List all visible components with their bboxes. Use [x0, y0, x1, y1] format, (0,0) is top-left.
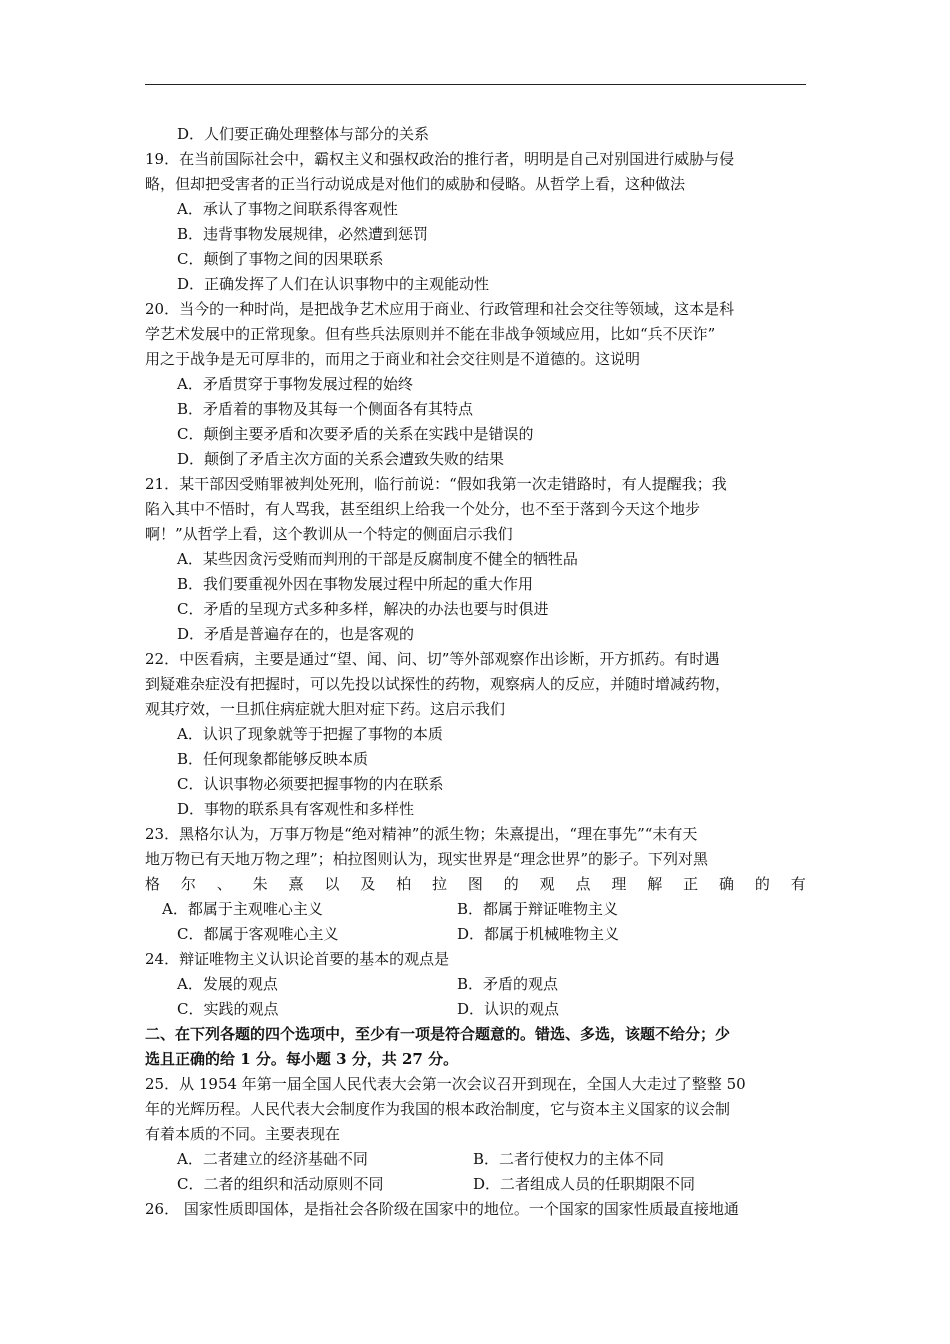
q23-char: 拉 — [432, 875, 448, 893]
section-2-heading-line: 选且正确的给 1 分。每小题 3 分，共 27 分。 — [145, 1050, 459, 1068]
question-22 — [145, 647, 806, 822]
q23-option-b: B．都属于辩证唯物主义 — [457, 900, 619, 918]
q25-stem-line: 年的光辉历程。人民代表大会制度作为我国的根本政治制度，它与资本主义国家的议会制 — [145, 1100, 731, 1118]
q25-option-b: B．二者行使权力的主体不同 — [473, 1150, 665, 1168]
q23-char: 及 — [360, 875, 376, 893]
header-rule — [145, 84, 806, 85]
q25-option-d: D．二者组成人员的任职期限不同 — [473, 1175, 696, 1193]
q25-stem-line: 25．从 1954 年第一届全国人民代表大会第一次会议召开到现在，全国人大走过了整整 50 — [145, 1075, 746, 1093]
q23-char: 有 — [790, 875, 806, 893]
section-2-heading — [145, 1022, 806, 1072]
q23-char: 熹 — [288, 875, 304, 893]
q22-option-b: B．任何现象都能够反映本质 — [177, 750, 369, 768]
q21-option-d: D．矛盾是普遍存在的，也是客观的 — [177, 625, 415, 643]
section-2-heading-line: 二、在下列各题的四个选项中，至少有一项是符合题意的。错选、多选，该题不给分；少 — [145, 1025, 731, 1043]
q25-option-a: A．二者建立的经济基础不同 — [177, 1150, 368, 1168]
q19-option-c: C．颠倒了事物之间的因果联系 — [177, 250, 384, 268]
q23-char: 的 — [503, 875, 519, 893]
q23-char: 正 — [683, 875, 699, 893]
question-24 — [145, 947, 806, 1022]
question-25 — [145, 1072, 806, 1197]
q23-option-a: A．都属于主观唯心主义 — [162, 900, 323, 918]
question-21 — [145, 472, 806, 647]
q24-option-a: A．发展的观点 — [177, 975, 278, 993]
question-23 — [145, 822, 806, 947]
q19-stem-line: 略，但却把受害者的正当行动说成是对他们的威胁和侵略。从哲学上看，这种做法 — [145, 175, 686, 193]
q23-char: 点 — [575, 875, 591, 893]
q23-char: 图 — [467, 875, 483, 893]
q20-option-d: D．颠倒了矛盾主次方面的关系会遭致失败的结果 — [177, 450, 505, 468]
question-20 — [145, 297, 806, 472]
q26-stem-line: 26． 国家性质即国体，是指社会各阶级在国家中的地位。一个国家的国家性质最直接地通 — [145, 1200, 739, 1218]
q24-options-row — [145, 997, 806, 1022]
q23-options-row — [145, 897, 806, 922]
q23-char: 观 — [539, 875, 555, 893]
q19-stem-line: 19．在当前国际社会中，霸权主义和强权政治的推行者，明明是自己对别国进行威胁与侵 — [145, 150, 735, 168]
q24-option-b: B．矛盾的观点 — [457, 975, 559, 993]
q23-char: 柏 — [396, 875, 412, 893]
q19-option-a: A．承认了事物之间联系得客观性 — [177, 200, 398, 218]
q21-option-c: C．矛盾的呈现方式多种多样，解决的办法也要与时俱进 — [177, 600, 549, 618]
q24-option-d: D．认识的观点 — [457, 1000, 560, 1018]
q18-option-d: D．人们要正确处理整体与部分的关系 — [177, 125, 430, 143]
q23-options-row — [145, 922, 806, 947]
q23-char: 格 — [145, 875, 161, 893]
q25-stem-line: 有着本质的不同。主要表现在 — [145, 1125, 341, 1143]
q25-option-c: C．二者的组织和活动原则不同 — [177, 1175, 384, 1193]
q20-stem-line: 用之于战争是无可厚非的，而用之于商业和社会交往则是不道德的。这说明 — [145, 350, 641, 368]
q22-option-d: D．事物的联系具有客观性和多样性 — [177, 800, 415, 818]
q21-option-a: A．某些因贪污受贿而判刑的干部是反腐制度不健全的牺牲品 — [177, 550, 578, 568]
q25-options-row — [145, 1147, 806, 1172]
q23-char: 理 — [611, 875, 627, 893]
q22-stem-line: 22．中医看病，主要是通过“望、闻、问、切”等外部观察作出诊断，开方抓药。有时遇 — [145, 650, 720, 668]
question-19 — [145, 147, 806, 297]
q19-option-b: B．违背事物发展规律，必然遭到惩罚 — [177, 225, 429, 243]
q23-char: 朱 — [252, 875, 268, 893]
q21-option-b: B．我们要重视外因在事物发展过程中所起的重大作用 — [177, 575, 534, 593]
q22-stem-line: 观其疗效，一旦抓住病症就大胆对症下药。这启示我们 — [145, 700, 506, 718]
q21-stem-line: 陷入其中不悟时，有人骂我，甚至组织上给我一个处分，也不至于落到今天这个地步 — [145, 500, 701, 518]
q22-stem-line: 到疑难杂症没有把握时，可以先投以试探性的药物，观察病人的反应，并随时增减药物， — [145, 675, 731, 693]
q23-char: 的 — [754, 875, 770, 893]
q22-option-c: C．认识事物必须要把握事物的内在联系 — [177, 775, 444, 793]
q24-option-c: C．实践的观点 — [177, 1000, 279, 1018]
q23-stem-line: 23．黑格尔认为，万事万物是“绝对精神”的派生物；朱熹提出，“理在事先”“未有天 — [145, 825, 698, 843]
q23-stem-line: 地万物已有天地万物之理”；柏拉图则认为，现实世界是“理念世界”的影子。下列对黑 — [145, 850, 709, 868]
q23-char: 以 — [324, 875, 340, 893]
q20-stem-line: 20．当今的一种时尚，是把战争艺术应用于商业、行政管理和社会交往等领域，这本是科 — [145, 300, 735, 318]
q23-option-d: D．都属于机械唯物主义 — [457, 925, 620, 943]
q23-option-c: C．都属于客观唯心主义 — [177, 925, 339, 943]
q24-stem-line: 24．辩证唯物主义认识论首要的基本的观点是 — [145, 950, 450, 968]
q23-char: 、 — [216, 875, 232, 893]
q20-stem-line: 学艺术发展中的正常现象。但有些兵法原则并不能在非战争领域应用，比如“兵不厌诈” — [145, 325, 716, 343]
q21-stem-line: 21．某干部因受贿罪被判处死刑，临行前说：“假如我第一次走错路时，有人提醒我；我 — [145, 475, 727, 493]
q25-options-row — [145, 1172, 806, 1197]
q23-char: 解 — [647, 875, 663, 893]
q23-stem-spread-line — [145, 872, 806, 897]
q24-options-row — [145, 972, 806, 997]
exam-page — [145, 122, 806, 1222]
q22-option-a: A．认识了现象就等于把握了事物的本质 — [177, 725, 443, 743]
q23-char: 尔 — [180, 875, 196, 893]
question-26 — [145, 1197, 806, 1222]
q20-option-a: A．矛盾贯穿于事物发展过程的始终 — [177, 375, 413, 393]
q19-option-d: D．正确发挥了人们在认识事物中的主观能动性 — [177, 275, 490, 293]
q20-option-b: B．矛盾着的事物及其每一个侧面各有其特点 — [177, 400, 474, 418]
q21-stem-line: 啊！”从哲学上看，这个教训从一个特定的侧面启示我们 — [145, 525, 513, 543]
q20-option-c: C．颠倒主要矛盾和次要矛盾的关系在实践中是错误的 — [177, 425, 534, 443]
q23-char: 确 — [719, 875, 735, 893]
